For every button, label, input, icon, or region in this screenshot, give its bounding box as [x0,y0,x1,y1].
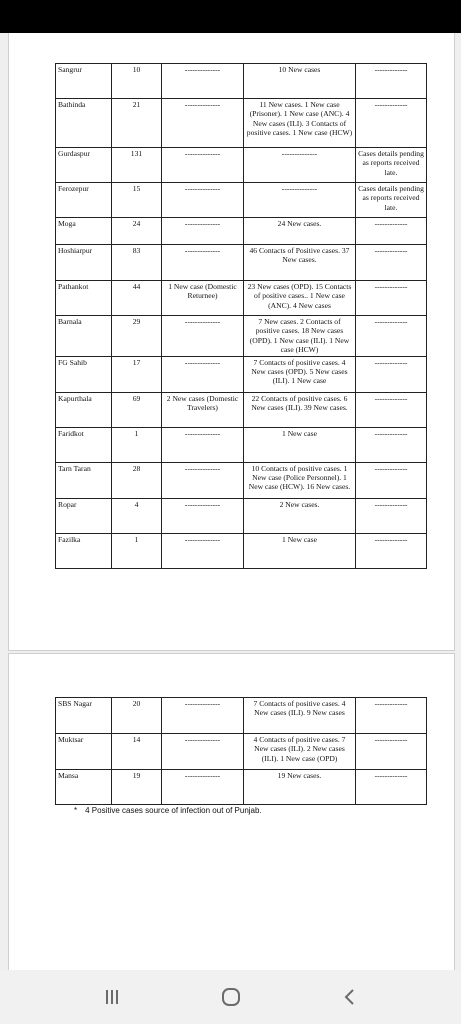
remarks-cell: ------------- [356,427,427,462]
table-row [56,183,427,218]
case-count-cell: 1 [112,533,162,568]
local-cases-cell: 23 New cases (OPD). 15 Contacts of positive cases.. 1 New case (ANC). 4 New cases [244,281,356,316]
travel-cases-cell: -------------- [162,770,244,805]
travel-cases-cell: -------------- [162,427,244,462]
travel-cases-cell: -------------- [162,316,244,357]
remarks-cell: ------------- [356,316,427,357]
table-row [56,427,427,462]
case-count-cell: 1 [112,427,162,462]
local-cases-cell: 22 Contacts of positive cases. 6 New cases (ILI). 39 New cases. [244,392,356,427]
remarks-cell: ------------- [356,64,427,99]
remarks-cell: ------------- [356,392,427,427]
travel-cases-cell: -------------- [162,533,244,568]
local-cases-cell: 24 New cases. [244,218,356,245]
case-count-cell: 69 [112,392,162,427]
travel-cases-cell: -------------- [162,462,244,498]
local-cases-cell: 7 Contacts of positive cases. 4 New cases (OPD). 5 New cases (ILI). 1 New case [244,356,356,392]
remarks-cell: ------------- [356,356,427,392]
local-cases-cell: 10 New cases [244,64,356,99]
case-count-cell: 28 [112,462,162,498]
district-cell: Ferozepur [56,183,112,218]
home-icon [220,986,242,1008]
district-cell: Bathinda [56,99,112,148]
case-count-cell: 4 [112,498,162,533]
table-row [56,392,427,427]
remarks-cell: ------------- [356,99,427,148]
local-cases-cell: 1 New case [244,427,356,462]
table-row [56,99,427,148]
local-cases-cell: 19 New cases. [244,770,356,805]
travel-cases-cell: -------------- [162,356,244,392]
remarks-cell: Cases details pending as reports received late. [356,183,427,218]
travel-cases-cell: -------------- [162,245,244,281]
case-count-cell: 21 [112,99,162,148]
travel-cases-cell: 1 New case (Domestic Returnee) [162,281,244,316]
footnote-text: 4 Positive cases source of infection out of Punjab. [85,806,262,815]
district-cell: Tarn Taran [56,462,112,498]
local-cases-cell: 11 New cases. 1 New case (Prisoner). 1 New case (ANC). 4 New cases (ILI). 3 Contacts of positive cases. 1 New case (HCW) [244,99,356,148]
home-button[interactable] [201,970,261,1024]
table-row [56,245,427,281]
district-cell: Moga [56,218,112,245]
remarks-cell: ------------- [356,533,427,568]
district-cell: Sangrur [56,64,112,99]
local-cases-cell: 7 New cases. 2 Contacts of positive cases. 18 New cases (OPD). 1 New case (ILI). 1 New case (HCW) [244,316,356,357]
district-cell: Gurdaspur [56,148,112,183]
remarks-cell: ------------- [356,462,427,498]
remarks-cell: ------------- [356,245,427,281]
travel-cases-cell: -------------- [162,218,244,245]
table-row [56,462,427,498]
travel-cases-cell: -------------- [162,99,244,148]
case-count-cell: 29 [112,316,162,357]
case-count-cell: 10 [112,64,162,99]
district-cell: Ropar [56,498,112,533]
district-cell: Muktsar [56,734,112,770]
table-row [56,64,427,99]
remarks-cell: ------------- [356,770,427,805]
district-cell: Faridkot [56,427,112,462]
case-count-cell: 19 [112,770,162,805]
case-count-cell: 83 [112,245,162,281]
table-row [56,770,427,805]
case-count-cell: 14 [112,734,162,770]
table-row [56,356,427,392]
table-row [56,734,427,770]
district-cell: Kapurthala [56,392,112,427]
local-cases-cell: 1 New case [244,533,356,568]
local-cases-cell: 2 New cases. [244,498,356,533]
case-count-cell: 15 [112,183,162,218]
remarks-cell: ------------- [356,218,427,245]
remarks-cell: ------------- [356,281,427,316]
table-row [56,148,427,183]
local-cases-cell: 4 Contacts of positive cases. 7 New cases (ILI). 2 New cases (ILI). 1 New case (OPD) [244,734,356,770]
table-row [56,498,427,533]
district-cell: Pathankot [56,281,112,316]
table-row [56,218,427,245]
remarks-cell: ------------- [356,498,427,533]
table-row [56,698,427,734]
case-count-cell: 17 [112,356,162,392]
remarks-cell: ------------- [356,698,427,734]
travel-cases-cell: -------------- [162,64,244,99]
table-row [56,533,427,568]
travel-cases-cell: -------------- [162,734,244,770]
back-button[interactable] [320,970,380,1024]
case-count-cell: 44 [112,281,162,316]
recent-apps-button[interactable] [82,970,142,1024]
recent-apps-icon [103,988,121,1006]
android-navigation-bar [0,970,461,1024]
district-cell: Barnala [56,316,112,357]
local-cases-cell: 7 Contacts of positive cases. 4 New cases (ILI). 9 New cases [244,698,356,734]
footnote-asterisk: * [74,806,78,815]
travel-cases-cell: -------------- [162,698,244,734]
travel-cases-cell: -------------- [162,498,244,533]
local-cases-cell: 46 Contacts of Positive cases. 37 New cases. [244,245,356,281]
table-row [56,316,427,357]
local-cases-cell: 10 Contacts of positive cases. 1 New case (Police Personnel). 1 New case (HCW). 16 New cases. [244,462,356,498]
travel-cases-cell: 2 New cases (Domestic Travelers) [162,392,244,427]
footnote [74,806,262,815]
local-cases-cell: -------------- [244,183,356,218]
travel-cases-cell: -------------- [162,183,244,218]
district-cell: SBS Nagar [56,698,112,734]
district-cases-table-page-2 [55,697,427,805]
case-count-cell: 131 [112,148,162,183]
travel-cases-cell: -------------- [162,148,244,183]
status-bar [0,0,461,33]
district-cell: Fazilka [56,533,112,568]
remarks-cell: ------------- [356,734,427,770]
local-cases-cell: -------------- [244,148,356,183]
table-body-page-2 [56,698,427,805]
district-cases-table-page-1 [55,63,427,569]
back-icon [341,988,359,1006]
district-cell: Mansa [56,770,112,805]
table-body-page-1 [56,64,427,569]
table-row [56,281,427,316]
district-cell: Hoshiarpur [56,245,112,281]
district-cell: FG Sahib [56,356,112,392]
case-count-cell: 20 [112,698,162,734]
remarks-cell: Cases details pending as reports received late. [356,148,427,183]
case-count-cell: 24 [112,218,162,245]
